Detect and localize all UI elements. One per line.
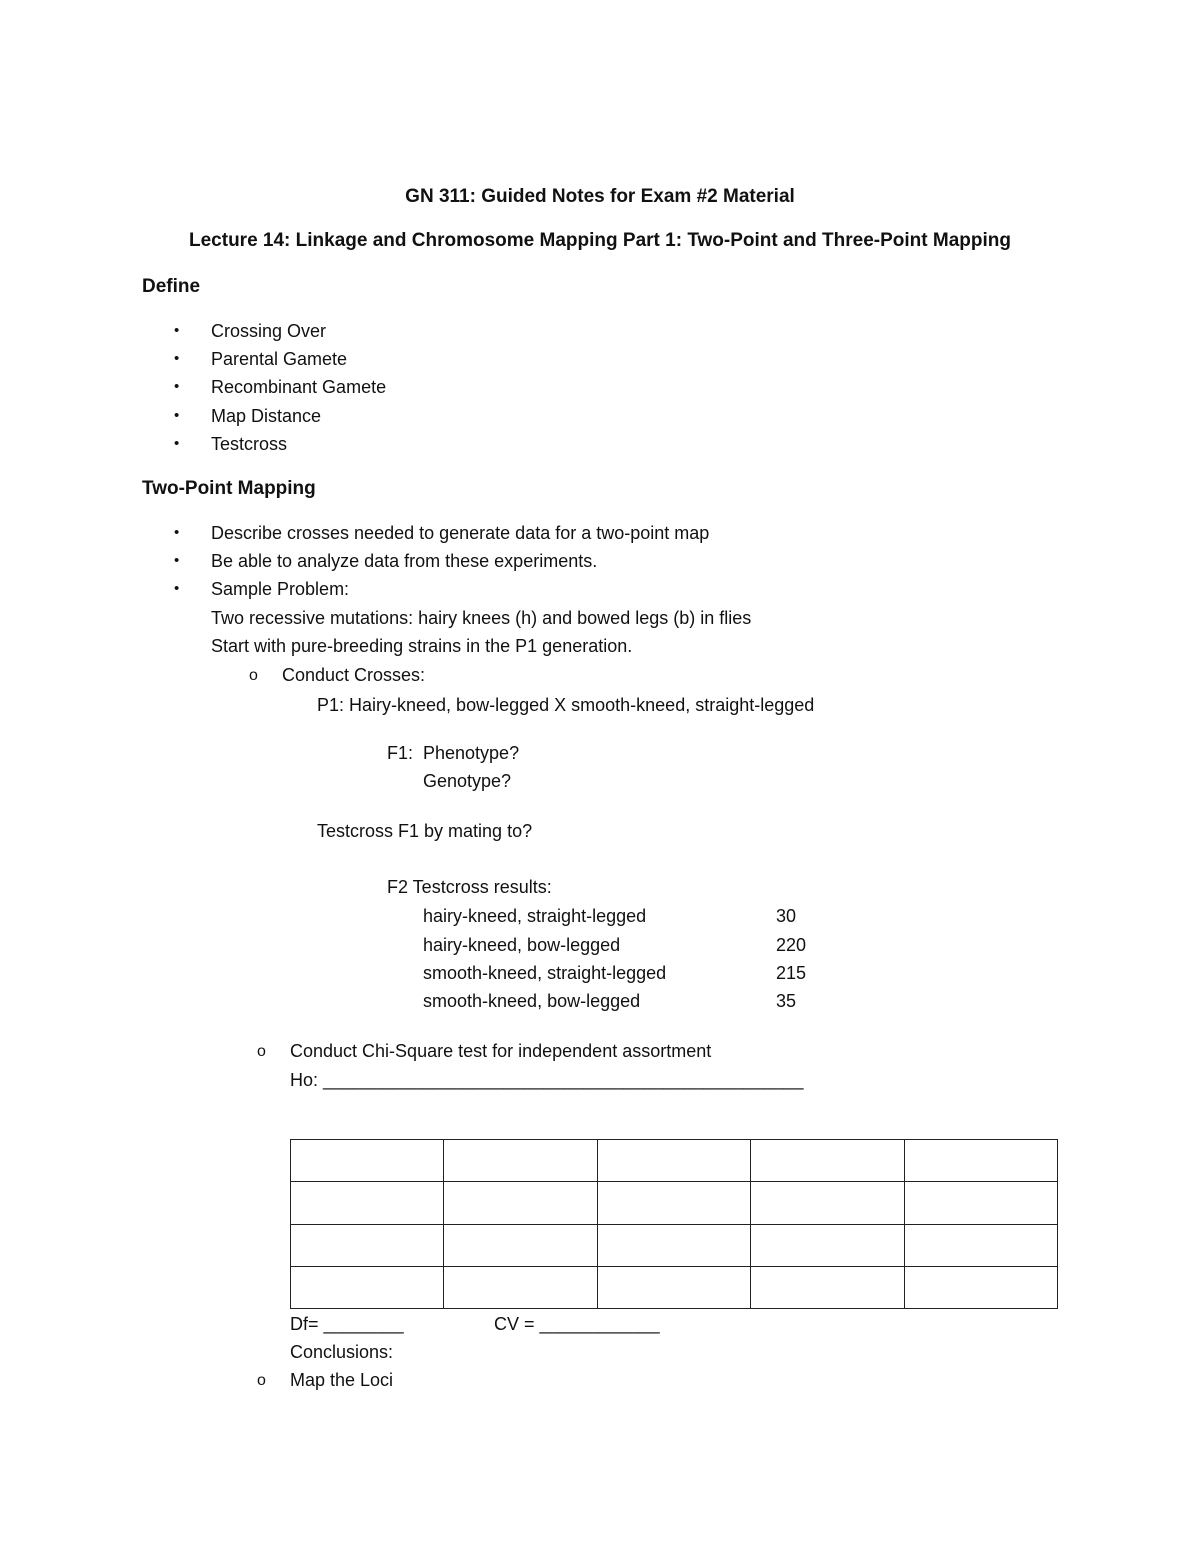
sub-bullet-icon: o xyxy=(257,1043,266,1060)
table-cell xyxy=(444,1182,597,1224)
chi-square-table xyxy=(290,1139,1058,1309)
f1-phenotype: Phenotype? xyxy=(423,743,520,763)
sub-bullet-icon: o xyxy=(249,667,258,684)
table-cell xyxy=(904,1140,1057,1182)
table-cell xyxy=(751,1266,904,1308)
f2-count: 220 xyxy=(776,935,807,955)
table-cell xyxy=(597,1182,750,1224)
table-cell xyxy=(751,1140,904,1182)
p1-cross: P1: Hairy-kneed, bow-legged X smooth-kneed, straight-legged xyxy=(317,695,815,715)
table-cell xyxy=(291,1140,444,1182)
conclusions-label: Conclusions: xyxy=(290,1342,394,1362)
df-blank: Df= ________ xyxy=(290,1314,404,1334)
define-heading: Define xyxy=(142,276,201,297)
two-point-item: Be able to analyze data from these experiments. xyxy=(211,551,598,571)
page-title: GN 311: Guided Notes for Exam #2 Material xyxy=(405,186,795,207)
bullet-icon: • xyxy=(174,378,180,395)
table-row xyxy=(291,1224,1058,1266)
table-cell xyxy=(291,1182,444,1224)
sub-bullet-icon: o xyxy=(257,1372,266,1389)
f2-count: 35 xyxy=(776,991,797,1011)
f2-results-label: F2 Testcross results: xyxy=(387,877,552,897)
define-item: Parental Gamete xyxy=(211,349,348,369)
chi-square-label: Conduct Chi-Square test for independent assortment xyxy=(290,1041,712,1061)
bullet-icon: • xyxy=(174,580,180,597)
two-point-item: Sample Problem: xyxy=(211,579,350,599)
f2-phenotype: hairy-kneed, straight-legged xyxy=(423,906,647,926)
table-cell xyxy=(444,1266,597,1308)
table-cell xyxy=(597,1266,750,1308)
table-cell xyxy=(751,1224,904,1266)
f1-genotype: Genotype? xyxy=(423,771,512,791)
f2-phenotype: smooth-kneed, straight-legged xyxy=(423,963,667,983)
bullet-icon: • xyxy=(174,435,180,452)
table-cell xyxy=(751,1182,904,1224)
bullet-icon: • xyxy=(174,322,180,339)
table-cell xyxy=(444,1224,597,1266)
define-item: Crossing Over xyxy=(211,321,327,341)
bullet-icon: • xyxy=(174,407,180,424)
table-cell xyxy=(444,1140,597,1182)
define-item: Map Distance xyxy=(211,406,322,426)
bullet-icon: • xyxy=(174,552,180,569)
conduct-crosses-label: Conduct Crosses: xyxy=(282,665,426,685)
bullet-icon: • xyxy=(174,524,180,541)
f1-label: F1: xyxy=(387,743,414,763)
table-cell xyxy=(597,1140,750,1182)
problem-line: Start with pure-breeding strains in the P1 generation. xyxy=(211,636,633,656)
table-cell xyxy=(904,1266,1057,1308)
problem-line: Two recessive mutations: hairy knees (h) and bowed legs (b) in flies xyxy=(211,608,752,628)
table-cell xyxy=(597,1224,750,1266)
bullet-icon: • xyxy=(174,350,180,367)
f2-count: 30 xyxy=(776,906,797,926)
table-cell xyxy=(904,1182,1057,1224)
cv-blank: CV = ____________ xyxy=(494,1314,660,1334)
two-point-item: Describe crosses needed to generate data for a two-point map xyxy=(211,523,710,543)
table-row xyxy=(291,1266,1058,1308)
f2-phenotype: hairy-kneed, bow-legged xyxy=(423,935,621,955)
f2-count: 215 xyxy=(776,963,807,983)
table-cell xyxy=(291,1266,444,1308)
table-row xyxy=(291,1140,1058,1182)
two-point-heading: Two-Point Mapping xyxy=(142,478,316,499)
map-loci-label: Map the Loci xyxy=(290,1370,394,1390)
table-row xyxy=(291,1182,1058,1224)
f2-phenotype: smooth-kneed, bow-legged xyxy=(423,991,641,1011)
define-item: Recombinant Gamete xyxy=(211,377,387,397)
null-hypothesis-blank: Ho: ________________________________________________ xyxy=(290,1070,804,1090)
lecture-subtitle: Lecture 14: Linkage and Chromosome Mapping Part 1: Two-Point and Three-Point Mapping xyxy=(189,230,1011,251)
table-cell xyxy=(291,1224,444,1266)
define-item: Testcross xyxy=(211,434,288,454)
testcross-question: Testcross F1 by mating to? xyxy=(317,821,533,841)
table-cell xyxy=(904,1224,1057,1266)
